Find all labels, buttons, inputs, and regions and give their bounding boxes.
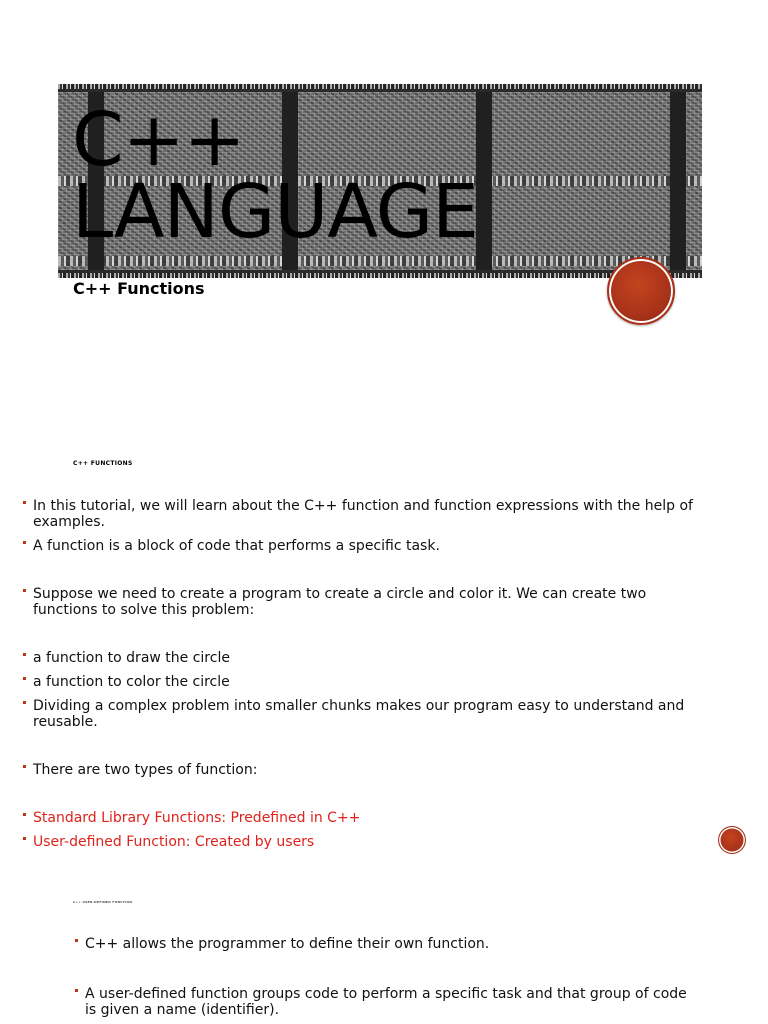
bullet-item-highlight: User-defined Function: Created by users [33, 834, 698, 850]
slide-subtitle: C++ Functions [73, 279, 205, 298]
bullet-item: a function to color the circle [33, 674, 698, 690]
bullet-item: a function to draw the circle [33, 650, 698, 666]
bullet-item: C++ allows the programmer to define their own function. [85, 936, 700, 952]
slide-title [72, 97, 692, 255]
title-line-1: C++ [72, 97, 245, 183]
bullet-item: A function is a block of code that performs a specific task. [33, 538, 698, 554]
bullet-item: There are two types of function: [33, 762, 698, 778]
decorative-circle-badge [607, 257, 675, 325]
title-line-2: LANGUAGE [72, 169, 478, 255]
bullet-item: Suppose we need to create a program to create a circle and color it. We can create two functions to solve this problem: [33, 586, 698, 618]
bullet-item: Dividing a complex problem into smaller chunks makes our program easy to understand and reusable. [33, 698, 698, 730]
bullet-item-highlight: Standard Library Functions: Predefined in C++ [33, 810, 698, 826]
bullet-item: In this tutorial, we will learn about the C++ function and function expressions with the help of examples. [33, 498, 698, 530]
section-heading: C++ USER-DEFINED FUNCTION [73, 900, 133, 904]
section-heading: C++ FUNCTIONS [73, 460, 133, 467]
bullet-item: A user-defined function groups code to perform a specific task and that group of code is given a name (identifier). [85, 986, 700, 1018]
decorative-circle-badge [718, 826, 746, 854]
